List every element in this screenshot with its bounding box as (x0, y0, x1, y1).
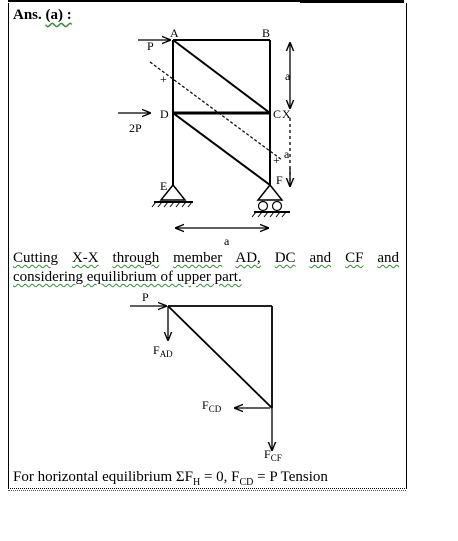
bottom-rule (8, 490, 406, 491)
fbd-label-FAD: $F_{AD}$ (153, 343, 173, 359)
fbd-label-FCD: $F_{CD}$ (202, 398, 222, 414)
answer-prefix: Ans. (13, 7, 46, 23)
paragraph-line-2: considering equilibrium of upper part. (13, 269, 242, 285)
equilibrium-equation: For horizontal equilibrium $\Sigma F_H = 0$, $F_{CD} = P$ Tension (13, 469, 328, 488)
fbd-member-diagonal (168, 306, 272, 408)
node-label-A: A (170, 26, 179, 40)
node-label-E: E (160, 179, 168, 193)
fbd-load-label: P (142, 290, 149, 304)
node-label-C: C (273, 107, 282, 121)
fbd-label-FCF: $F_{CF}$ (264, 447, 282, 463)
section-sign-upper: + (160, 72, 167, 86)
dim-label-upper: a (285, 69, 291, 83)
section-sign-lower: + (273, 153, 280, 167)
node-label-D: D (160, 107, 169, 121)
load-label-2P: 2P (129, 121, 142, 135)
node-label-B: B (262, 26, 271, 40)
load-label-P: P (147, 39, 154, 53)
node-label-F: F (276, 173, 283, 187)
dim-label-lower: a (284, 147, 290, 161)
paragraph-line-1: Cutting X-X through member AD, DC and CF and (13, 250, 400, 266)
dim-label-base: a (224, 234, 230, 248)
section-label-X: X (282, 107, 291, 121)
answer-part: (a) : (45, 7, 72, 23)
